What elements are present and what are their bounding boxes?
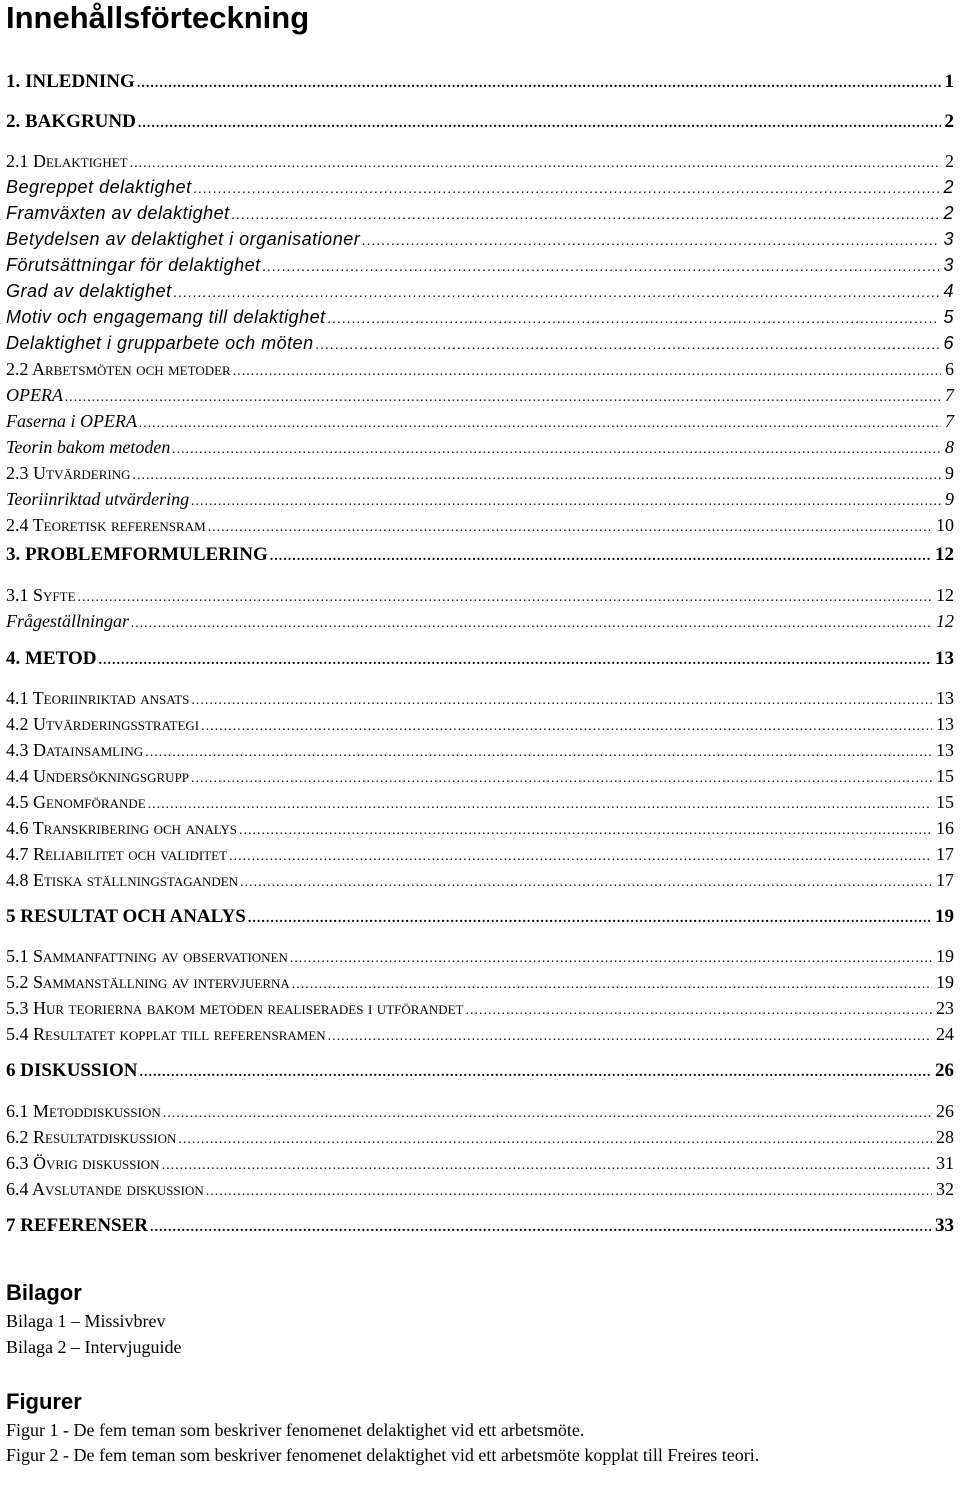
toc-dot-leader [316,332,940,356]
toc-dot-leader [362,228,939,252]
toc-entry-page: 19 [935,906,954,927]
toc-entry-label: 7 REFERENSER [6,1215,148,1236]
toc-entry-label: Förutsättningar för delaktighet [6,255,261,275]
toc-entry-label: Grad av delaktighet [6,281,172,301]
toc-entry-page: 12 [936,585,954,605]
toc-dot-leader [150,1216,931,1240]
toc-entry[interactable] [6,609,954,636]
toc-entry-page: 2 [943,177,954,197]
figure-caption: Figur 2 - De fem teman som beskriver fenomenet delaktighet vid ett arbetsmöte kopplat till Freires teori. [6,1445,760,1465]
toc-entry-label: 2.1 Delaktighet [6,151,128,171]
toc-entry-label: 1. INLEDNING [6,71,135,92]
toc-entry-label: OPERA [6,385,63,405]
toc-entry[interactable] [6,996,954,1023]
toc-entry-label: 4.3 Datainsamling [6,740,144,760]
toc-dot-leader [138,112,941,136]
toc-dot-leader [465,999,932,1023]
toc-entry-label: Teoriinriktad utvärdering [6,489,190,509]
toc-entry-page: 23 [936,998,954,1018]
toc-entry-page: 26 [936,1101,954,1121]
toc-dot-leader [163,1102,932,1126]
toc-entry-label: 2.3 Utvärdering [6,463,131,483]
toc-entry[interactable] [6,1177,954,1204]
toc-entry-label: 5.1 Sammanfattning av observationen [6,946,288,966]
toc-entry-page: 3 [943,229,954,249]
toc-dot-leader [145,741,932,765]
toc-entry[interactable] [6,905,954,931]
toc-entry[interactable] [6,175,954,200]
toc-entry[interactable] [6,201,954,226]
toc-entry-page: 24 [936,1024,954,1044]
toc-entry-page: 3 [943,255,954,275]
toc-entry-page: 32 [936,1179,954,1199]
toc-entry-page: 16 [936,818,954,838]
toc-entry-label: 2.4 Teoretisk referensram [6,515,206,535]
toc-entry-page: 33 [935,1215,954,1236]
toc-entry[interactable] [6,357,954,384]
toc-entry-page: 17 [936,870,954,890]
toc-dot-leader [139,412,941,436]
toc-dot-leader [229,845,932,869]
toc-entry[interactable] [6,149,954,176]
toc-dot-leader [162,1154,932,1178]
toc-dot-leader [137,72,941,96]
toc-entry[interactable] [6,543,954,569]
toc-entry[interactable] [6,110,954,136]
toc-dot-leader [178,1128,932,1152]
toc-entry-page: 13 [936,714,954,734]
toc-dot-leader [232,202,940,226]
toc-dot-leader [270,545,931,569]
toc-dot-leader [233,360,941,384]
toc-entry-label: 3.1 Syfte [6,585,76,605]
toc-entry-page: 15 [936,792,954,812]
toc-dot-leader [191,689,932,713]
figure-caption: Figur 1 - De fem teman som beskriver fenomenet delaktighet vid ett arbetsmöte. [6,1420,585,1440]
toc-entry[interactable] [6,868,954,895]
toc-entry[interactable] [6,583,954,610]
toc-entry[interactable] [6,816,954,843]
toc-entry-label: 6.2 Resultatdiskussion [6,1127,177,1147]
toc-dot-leader [65,386,941,410]
toc-entry-label: 4.8 Etiska ställningstaganden [6,870,239,890]
toc-entry-label: Framväxten av delaktighet [6,203,230,223]
toc-entry-page: 7 [945,411,954,431]
toc-entry-page: 6 [943,333,954,353]
toc-entry[interactable] [6,790,954,817]
toc-dot-leader [194,176,940,200]
toc-entry[interactable] [6,305,954,330]
toc-dot-leader [201,715,932,739]
toc-dot-leader [263,254,940,278]
toc-dot-leader [328,306,940,330]
bilaga-item: Bilaga 1 – Missivbrev [6,1311,166,1331]
toc-entry-page: 13 [936,740,954,760]
toc-dot-leader [292,973,932,997]
toc-dot-leader [78,586,932,610]
toc-entry-label: 6.3 Övrig diskussion [6,1153,160,1173]
toc-entry-label: 4.6 Transkribering och analys [6,818,237,838]
toc-entry[interactable] [6,1022,954,1049]
toc-entry[interactable] [6,331,954,356]
toc-entry[interactable] [6,686,954,713]
toc-dot-leader [239,819,932,843]
toc-dot-leader [133,464,942,488]
toc-entry[interactable] [6,227,954,252]
toc-entry-page: 13 [936,688,954,708]
toc-dot-leader [328,1025,932,1049]
toc-entry[interactable] [6,383,954,410]
toc-entry-label: Betydelsen av delaktighet i organisationer [6,229,361,249]
toc-dot-leader [130,152,941,176]
toc-entry-label: 4. METOD [6,648,97,669]
toc-entry-label: Begreppet delaktighet [6,177,192,197]
toc-dot-leader [191,490,941,514]
toc-entry-page: 2 [943,203,954,223]
toc-dot-leader [131,612,932,636]
toc-dot-leader [240,871,932,895]
toc-entry-page: 12 [936,611,954,631]
toc-entry-label: Frågeställningar [6,611,130,631]
toc-entry-page: 4 [943,281,954,301]
toc-entry[interactable] [6,970,954,997]
toc-entry-page: 6 [945,359,954,379]
toc-entry-page: 13 [935,648,954,669]
toc-dot-leader [139,1061,931,1085]
toc-entry-page: 10 [936,515,954,535]
toc-entry-label: 6 DISKUSSION [6,1060,138,1081]
toc-entry[interactable] [6,712,954,739]
toc-entry-page: 15 [936,766,954,786]
toc-dot-leader [208,516,932,540]
toc-entry-label: 4.1 Teoriinriktad ansats [6,688,190,708]
toc-entry-label: 6.1 Metoddiskussion [6,1101,161,1121]
toc-entry-page: 9 [945,463,954,483]
toc-entry-page: 2 [945,151,954,171]
toc-entry-label: Teorin bakom metoden [6,437,171,457]
figurer-heading: Figurer [6,1389,82,1414]
toc-entry[interactable] [6,70,954,96]
toc-dot-leader [172,438,941,462]
bilagor-heading: Bilagor [6,1280,82,1305]
toc-entry[interactable] [6,1151,954,1178]
toc-entry[interactable] [6,435,954,462]
toc-entry-page: 31 [936,1153,954,1173]
toc-entry[interactable] [6,738,954,765]
toc-entry-label: 5.4 Resultatet kopplat till referensramen [6,1024,326,1044]
toc-entry-page: 12 [935,544,954,565]
toc-dot-leader [174,280,940,304]
toc-entry[interactable] [6,487,954,514]
toc-entry[interactable] [6,842,954,869]
toc-entry-page: 8 [945,437,954,457]
toc-entry-page: 2 [944,111,954,132]
bilaga-item: Bilaga 2 – Intervjuguide [6,1337,182,1357]
toc-entry-page: 17 [936,844,954,864]
toc-entry[interactable] [6,253,954,278]
toc-entry[interactable] [6,647,954,673]
toc-entry[interactable] [6,1059,954,1085]
toc-entry-page: 26 [935,1060,954,1081]
toc-dot-leader [98,649,931,673]
toc-entry-page: 9 [945,489,954,509]
toc-entry[interactable] [6,279,954,304]
toc-entry-page: 19 [936,972,954,992]
toc-dot-leader [148,793,932,817]
toc-entry[interactable] [6,764,954,791]
toc-entry[interactable] [6,1099,954,1126]
toc-entry-label: 4.7 Reliabilitet och validitet [6,844,228,864]
toc-entry-label: 5.3 Hur teorierna bakom metoden realiserades i utförandet [6,998,464,1018]
toc-entry[interactable] [6,461,954,488]
toc-entry-label: 5 RESULTAT OCH ANALYS [6,906,246,927]
toc-entry-label: 4.5 Genomförande [6,792,146,812]
toc-entry-label: Delaktighet i grupparbete och möten [6,333,314,353]
toc-entry-page: 1 [944,71,954,92]
toc-dot-leader [206,1180,932,1204]
toc-entry[interactable] [6,1214,954,1240]
toc-entry-label: 4.4 Undersökningsgrupp [6,766,190,786]
toc-entry-label: 2.2 Arbetsmöten och metoder [6,359,231,379]
toc-entry-page: 28 [936,1127,954,1147]
toc-entry[interactable] [6,409,954,436]
toc-entry-label: 2. BAKGRUND [6,111,136,132]
toc-entry-label: 6.4 Avslutande diskussion [6,1179,204,1199]
toc-dot-leader [290,947,932,971]
toc-entry-label: Faserna i OPERA [6,411,137,431]
toc-dot-leader [191,767,932,791]
toc-entry-page: 19 [936,946,954,966]
page-title: Innehållsförteckning [6,0,310,35]
toc-entry-page: 7 [945,385,954,405]
toc-entry[interactable] [6,944,954,971]
toc-dot-leader [248,907,931,931]
toc-entry-page: 5 [943,307,954,327]
toc-entry-label: Motiv och engagemang till delaktighet [6,307,326,327]
toc-entry-label: 3. PROBLEMFORMULERING [6,544,268,565]
toc-entry-label: 5.2 Sammanställning av intervjuerna [6,972,290,992]
toc-entry[interactable] [6,513,954,540]
toc-entry[interactable] [6,1125,954,1152]
toc-entry-label: 4.2 Utvärderingsstrategi [6,714,200,734]
